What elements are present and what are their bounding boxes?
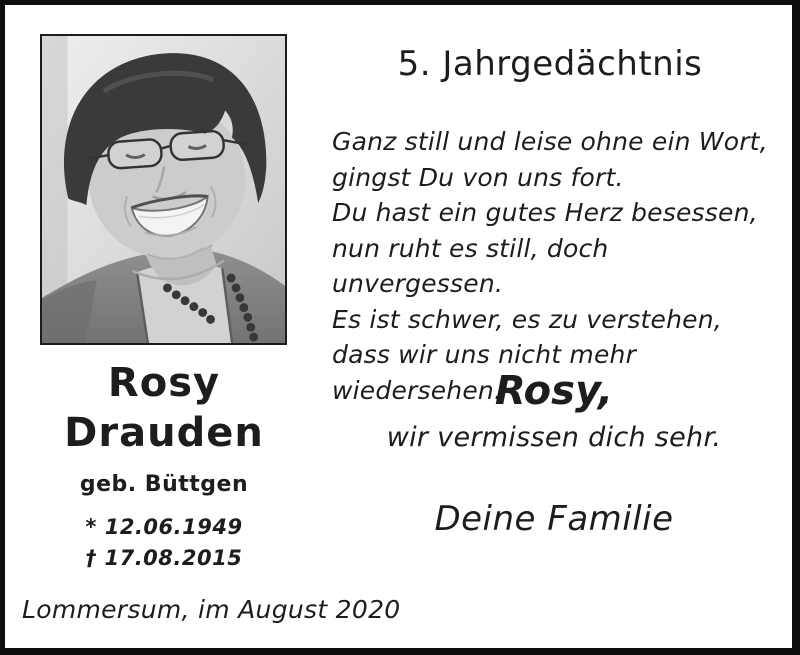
deceased-maiden-name: geb. Büttgen: [79, 472, 249, 497]
poem-line: nun ruht es still, doch unvergessen.: [332, 233, 609, 298]
portrait-illustration: [42, 36, 285, 343]
death-date-line: † 17.08.2015: [85, 546, 243, 570]
deceased-last-name: Drauden: [64, 410, 264, 456]
poem-line: Ganz still und leise ohne ein Wort,: [332, 127, 768, 156]
deceased-first-name: Rosy: [107, 360, 221, 406]
poem-line: Du hast ein gutes Herz besessen,: [332, 198, 758, 227]
portrait-photo: [40, 34, 287, 345]
farewell-message: wir vermissen dich sehr.: [386, 422, 722, 453]
birth-date-line: * 12.06.1949: [85, 515, 243, 539]
poem-line: Es ist schwer, es zu verstehen,: [332, 304, 722, 334]
scan-border-left: [0, 0, 5, 655]
deceased-name-block: [36, 358, 292, 570]
farewell-signature: Deine Familie: [434, 499, 674, 539]
place-and-date-line: Lommersum, im August 2020: [22, 595, 401, 624]
farewell-salutation: Rosy,: [494, 368, 614, 414]
scan-border-right: [792, 0, 800, 655]
anniversary-title: 5. Jahrgedächtnis: [397, 44, 703, 84]
poem-line: gingst Du von uns fort.: [332, 162, 624, 192]
family-farewell-block: [330, 366, 778, 539]
scan-border-bottom: [0, 648, 800, 655]
scan-border-top: [0, 0, 800, 5]
poem-line: dass wir uns nicht mehr wiedersehen.: [332, 340, 637, 405]
